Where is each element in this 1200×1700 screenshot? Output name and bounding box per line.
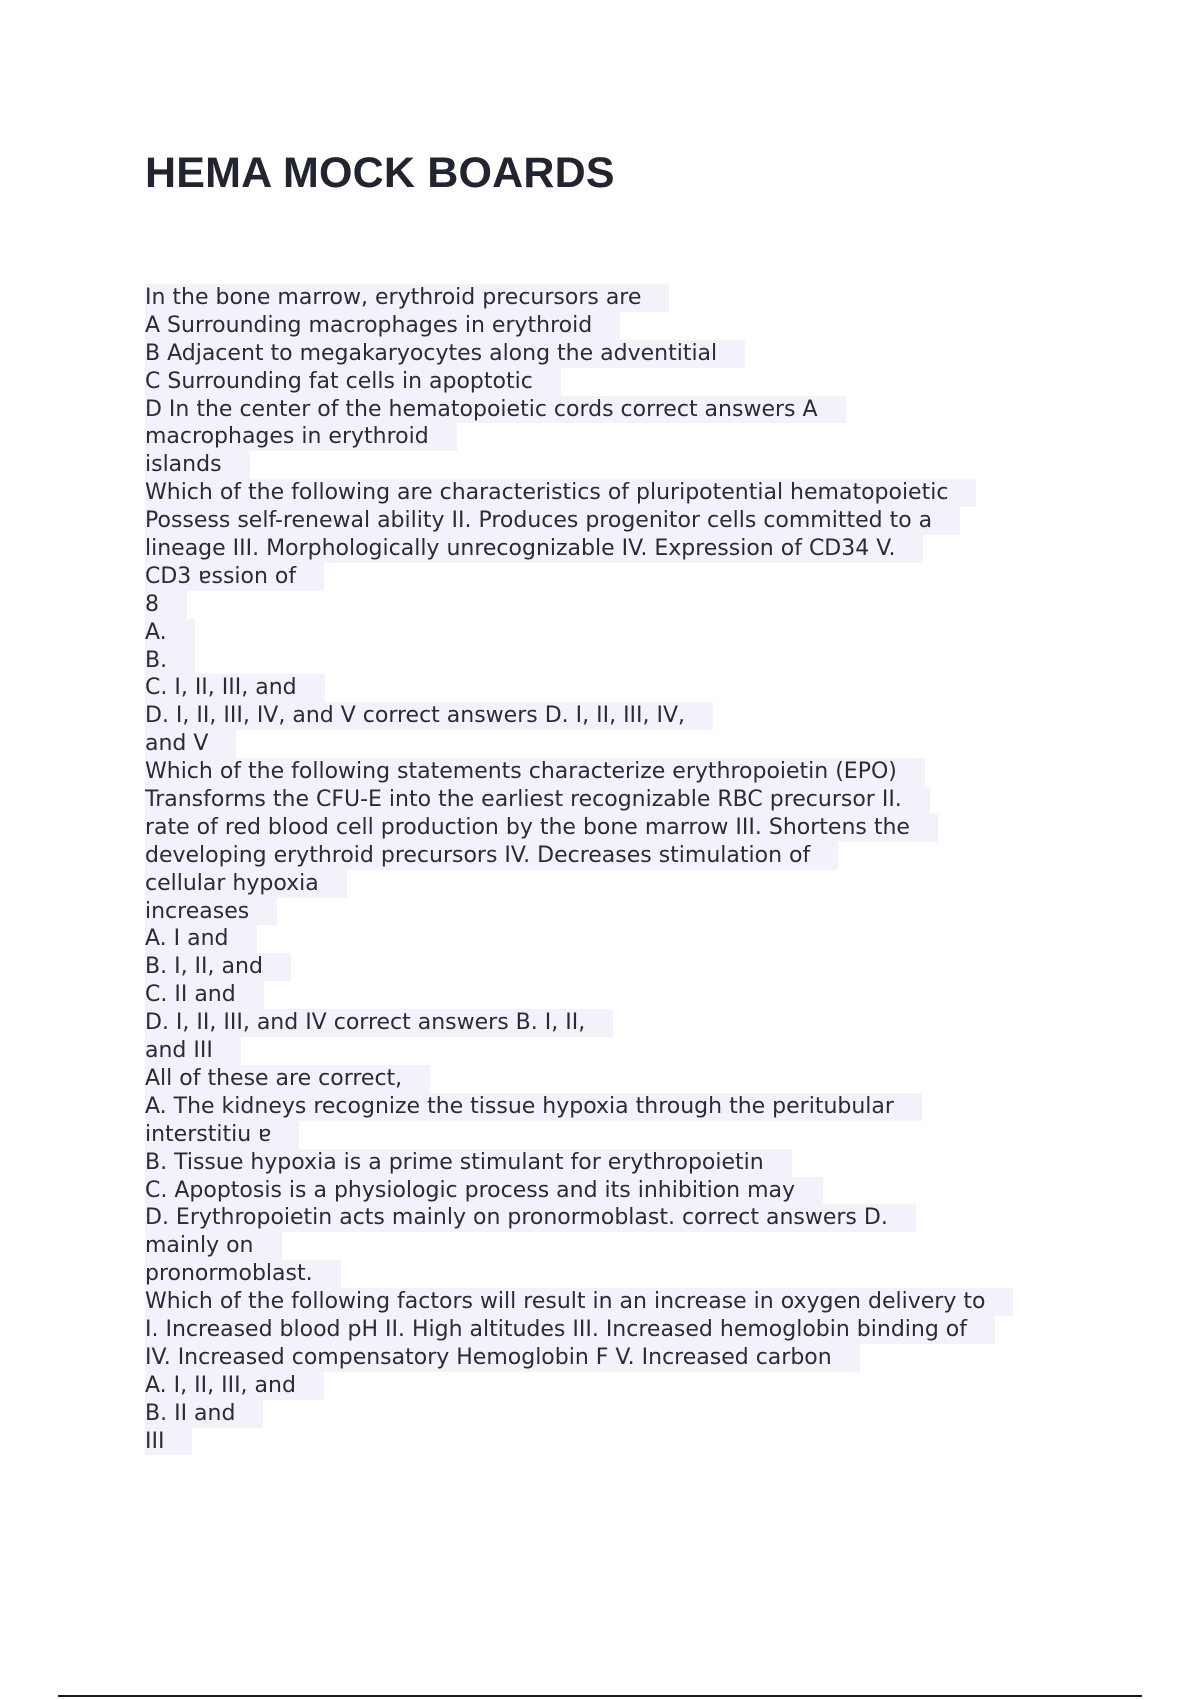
text-line: A. — [145, 619, 195, 647]
document-title: HEMA MOCK BOARDS — [145, 149, 615, 197]
text-line: IV. Increased compensatory Hemoglobin F V. Increased carbon — [145, 1344, 860, 1372]
text-line: cellular hypoxia — [145, 870, 347, 898]
text-line: B. — [145, 647, 195, 675]
text-line: C. I, II, III, and — [145, 674, 325, 702]
text-line: rate of red blood cell production by the bone marrow III. Shortens the — [145, 814, 938, 842]
text-line: D. Erythropoietin acts mainly on pronormoblast. correct answers D. — [145, 1204, 916, 1232]
text-line: D. I, II, III, IV, and V correct answers D. I, II, III, IV, — [145, 702, 713, 730]
text-line: developing erythroid precursors IV. Decreases stimulation of — [145, 842, 838, 870]
text-line: III — [145, 1428, 192, 1456]
text-line: pronormoblast. — [145, 1260, 341, 1288]
text-line: Which of the following are characteristics of pluripotential hematopoietic — [145, 479, 976, 507]
text-line: increases — [145, 898, 277, 926]
text-line: Which of the following factors will result in an increase in oxygen delivery to — [145, 1288, 1013, 1316]
text-line: I. Increased blood pH II. High altitudes III. Increased hemoglobin binding of — [145, 1316, 995, 1344]
text-line: Transforms the CFU-E into the earliest recognizable RBC precursor II. — [145, 786, 930, 814]
text-line: In the bone marrow, erythroid precursors are — [145, 284, 669, 312]
text-line: C Surrounding fat cells in apoptotic — [145, 368, 561, 396]
text-line: Possess self-renewal ability II. Produces progenitor cells committed to a — [145, 507, 960, 535]
document-body — [145, 284, 1095, 1455]
text-line: mainly on — [145, 1232, 282, 1260]
text-line: D In the center of the hematopoietic cords correct answers A — [145, 396, 846, 424]
text-line: D. I, II, III, and IV correct answers B. I, II, — [145, 1009, 613, 1037]
text-line: B Adjacent to megakaryocytes along the adventitial — [145, 340, 745, 368]
text-line: interstitiu ɐ — [145, 1121, 299, 1149]
text-line: A Surrounding macrophages in erythroid — [145, 312, 620, 340]
text-line: CD3 ɐssion of — [145, 563, 324, 591]
text-line: All of these are correct, — [145, 1065, 430, 1093]
text-line: C. II and — [145, 981, 264, 1009]
text-line: islands — [145, 451, 250, 479]
text-line: A. The kidneys recognize the tissue hypoxia through the peritubular — [145, 1093, 922, 1121]
text-line: macrophages in erythroid — [145, 423, 457, 451]
text-line: lineage III. Morphologically unrecognizable IV. Expression of CD34 V. — [145, 535, 923, 563]
text-line: B. I, II, and — [145, 953, 291, 981]
text-line: 8 — [145, 591, 187, 619]
text-line: and V — [145, 730, 236, 758]
text-line: Which of the following statements characterize erythropoietin (EPO) — [145, 758, 925, 786]
text-line: and III — [145, 1037, 241, 1065]
text-line: B. II and — [145, 1400, 263, 1428]
text-line: A. I, II, III, and — [145, 1372, 324, 1400]
text-line: A. I and — [145, 925, 257, 953]
text-line: B. Tissue hypoxia is a prime stimulant for erythropoietin — [145, 1149, 792, 1177]
text-line: C. Apoptosis is a physiologic process and its inhibition may — [145, 1177, 823, 1205]
footer-divider — [58, 1695, 1142, 1697]
